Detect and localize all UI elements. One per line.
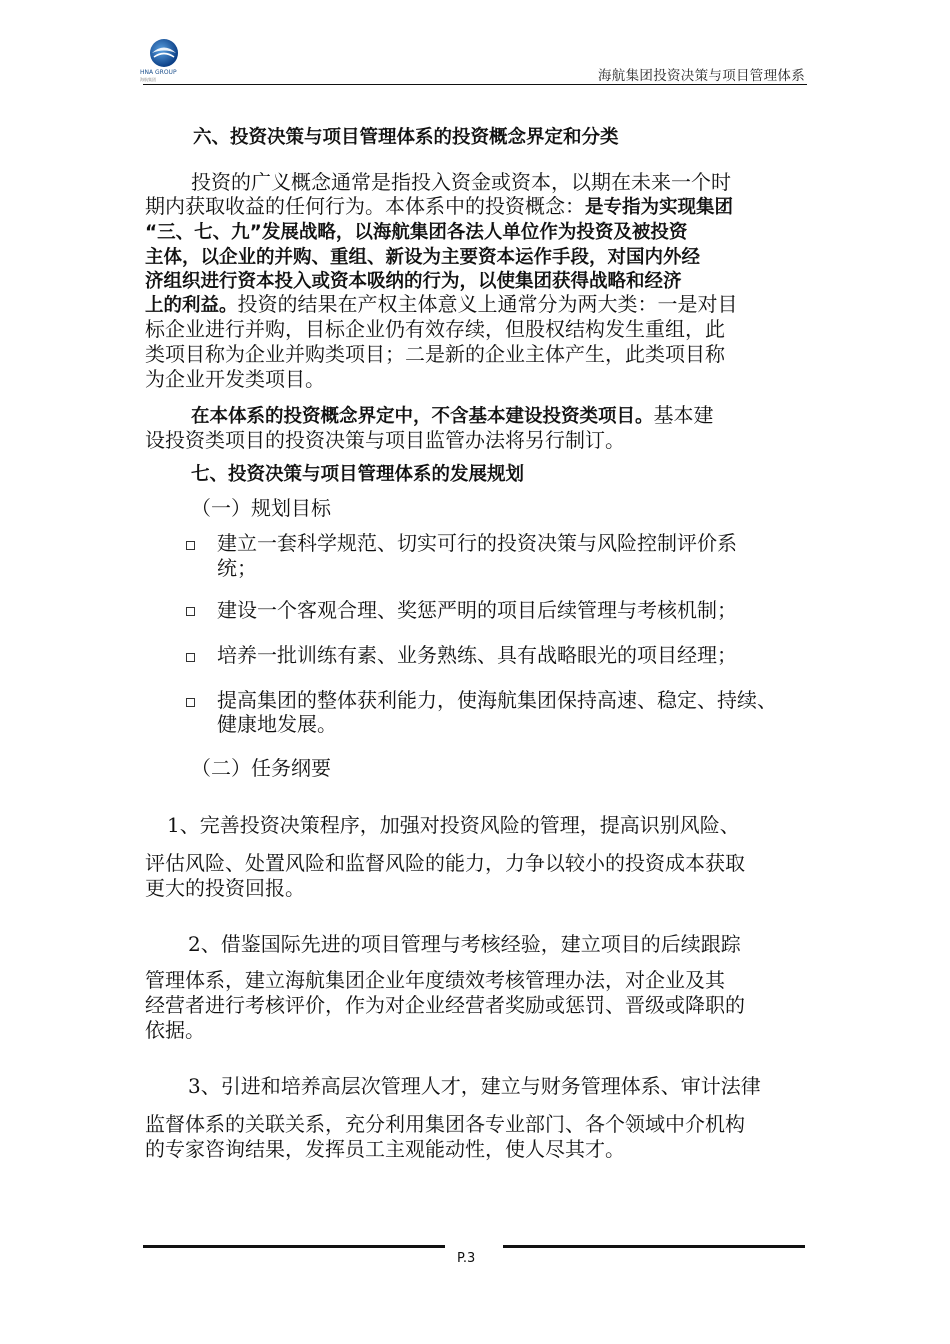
square-bullet-icon xyxy=(186,653,195,662)
task-item: 3、引进和培养高层次管理人才，建立与财务管理体系、审计法律 xyxy=(188,1074,761,1098)
paragraph-line: 标企业进行并购，目标企业仍有效存续，但股权结构发生重组，此 xyxy=(145,317,725,341)
square-bullet-icon xyxy=(186,541,195,550)
paragraph-line: 上的利益。投资的结果在产权主体意义上通常分为两大类：一是对目 xyxy=(145,292,738,316)
page-number: P.3 xyxy=(457,1251,476,1266)
paragraph-line: 设投资类项目的投资决策与项目监管办法将另行制订。 xyxy=(145,428,625,452)
logo-text: HNA GROUP xyxy=(140,69,177,76)
paragraph-line: 期内获取收益的任何行为。本体系中的投资概念：是专指为实现集团 xyxy=(145,194,734,218)
section-6-title: 六、投资决策与项目管理体系的投资概念界定和分类 xyxy=(193,127,619,148)
header-divider xyxy=(143,84,807,85)
hna-logo xyxy=(140,38,192,82)
square-bullet-icon xyxy=(186,698,195,707)
footer-rule-left xyxy=(143,1245,445,1248)
section-7-title: 七、投资决策与项目管理体系的发展规划 xyxy=(191,464,525,485)
subsection-title-tasks: （二）任务纲要 xyxy=(191,756,331,780)
paragraph-line: 主体，以企业的并购、重组、新设为主要资本运作手段，对国内外经 xyxy=(145,247,701,268)
logo-subtext: 海航集团 xyxy=(140,77,156,82)
paragraph-line: 为企业开发类项目。 xyxy=(145,367,325,391)
hna-logo-icon xyxy=(145,38,183,68)
task-item-line: 监督体系的关联关系，充分利用集团各专业部门、各个领域中介机构 xyxy=(145,1112,745,1136)
task-item-line: 的专家咨询结果，发挥员工主观能动性，使人尽其才。 xyxy=(145,1137,625,1161)
task-item-line: 经营者进行考核评价，作为对企业经营者奖励或惩罚、晋级或降职的 xyxy=(145,993,745,1017)
goal-item-continued: 统； xyxy=(217,556,257,580)
square-bullet-icon xyxy=(186,607,195,616)
paragraph-line: 在本体系的投资概念界定中，不含基本建设投资类项目。基本建 xyxy=(191,403,714,427)
goal-item: 培养一批训练有素、业务熟练、具有战略眼光的项目经理； xyxy=(217,643,737,667)
subsection-title-goals: （一）规划目标 xyxy=(191,496,331,520)
goal-item: 建立一套科学规范、切实可行的投资决策与风险控制评价系 xyxy=(217,531,737,555)
task-item: 2、借鉴国际先进的项目管理与考核经验，建立项目的后续跟踪 xyxy=(188,932,741,956)
paragraph-line: 类项目称为企业并购类项目；二是新的企业主体产生，此类项目称 xyxy=(145,342,725,366)
task-item-line: 依据。 xyxy=(145,1018,205,1042)
task-item-line: 管理体系，建立海航集团企业年度绩效考核管理办法，对企业及其 xyxy=(145,968,725,992)
paragraph-line: 济组织进行资本投入或资本吸纳的行为，以使集团获得战略和经济 xyxy=(145,271,682,292)
footer-rule-right xyxy=(503,1245,805,1248)
task-item-line: 更大的投资回报。 xyxy=(145,876,305,900)
goal-item: 提高集团的整体获利能力，使海航集团保持高速、稳定、持续、 xyxy=(217,688,777,712)
document-header-title: 海航集团投资决策与项目管理体系 xyxy=(598,68,805,84)
paragraph-line: 投资的广义概念通常是指投入资金或资本，以期在未来一个时 xyxy=(191,170,731,194)
task-item-line: 评估风险、处置风险和监督风险的能力，力争以较小的投资成本获取 xyxy=(145,851,745,875)
goal-item-continued: 健康地发展。 xyxy=(217,712,337,736)
task-item: 1、完善投资决策程序，加强对投资风险的管理，提高识别风险、 xyxy=(167,813,740,837)
paragraph-line: “三、七、九”发展战略，以海航集团各法人单位作为投资及被投资 xyxy=(145,222,688,243)
goal-item: 建设一个客观合理、奖惩严明的项目后续管理与考核机制； xyxy=(217,598,737,622)
